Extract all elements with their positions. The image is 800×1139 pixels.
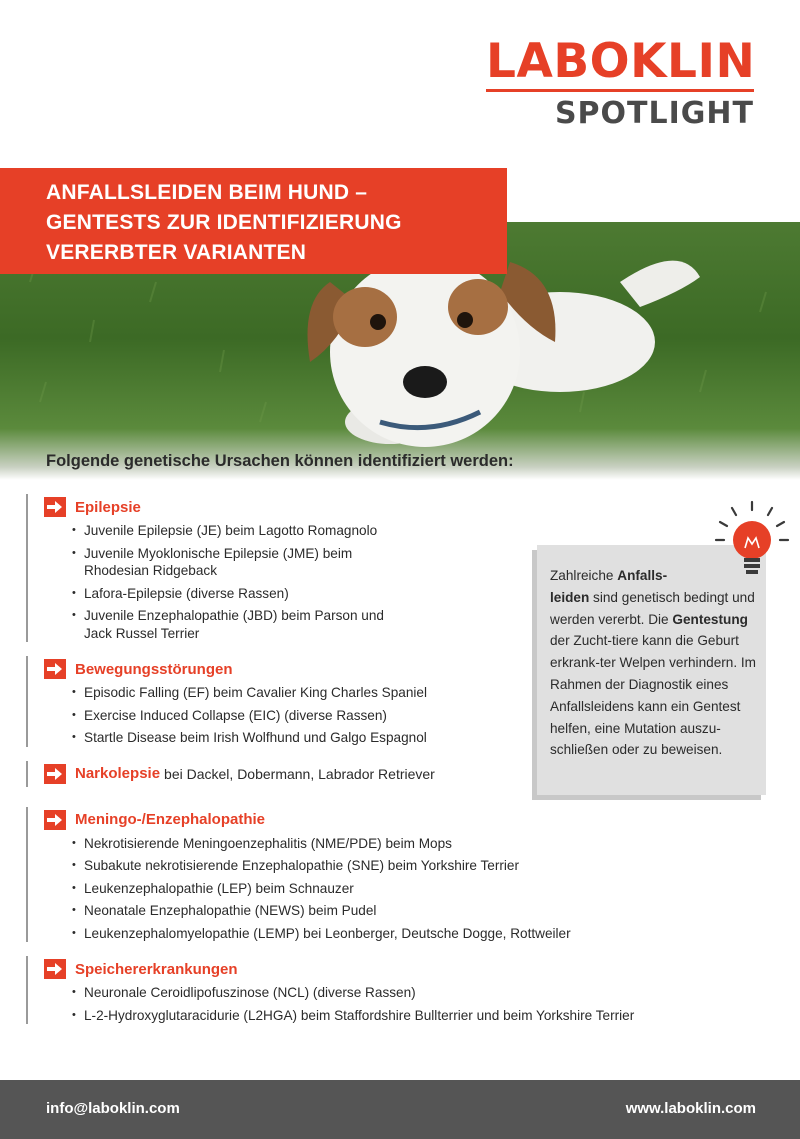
list-item: • Leukenzephalopathie (LEP) beim Schnauzer xyxy=(72,880,746,898)
list-item: • L-2-Hydroxyglutaracidurie (L2HGA) beim Staffordshire Bullterrier und beim Yorkshire Terrier xyxy=(72,1007,746,1025)
title-box xyxy=(0,168,507,274)
arrow-right-icon xyxy=(44,659,66,679)
list-item: • Juvenile Myoklonische Epilepsie (JME) beim Rhodesian Ridgeback xyxy=(72,545,746,580)
list-item: • Leukenzephalomyelopathie (LEMP) bei Leonberger, Deutsche Dogge, Rottweiler xyxy=(72,925,746,943)
title-line-2: GENTESTS ZUR IDENTIFIZIERUNG xyxy=(46,211,402,234)
footer-website-link[interactable]: www.laboklin.com xyxy=(625,1100,756,1117)
arrow-right-icon xyxy=(44,810,66,830)
list-item: • Episodic Falling (EF) beim Cavalier King Charles Spaniel xyxy=(72,684,746,702)
section-title: Meningo-/Enzephalopathie xyxy=(75,811,265,828)
arrow-right-icon xyxy=(44,764,66,784)
section-meningo-enzephalopathie xyxy=(26,807,746,943)
footer xyxy=(0,1080,800,1139)
logo-subtitle: SPOTLIGHT xyxy=(554,96,754,131)
section-speichererkrankungen xyxy=(26,956,746,1024)
section-title: Bewegungsstörungen xyxy=(75,660,233,678)
section-title: Epilepsie xyxy=(75,498,141,516)
section-inline-text: bei Dackel, Dobermann, Labrador Retriever xyxy=(164,765,435,782)
footer-email-link[interactable]: info@laboklin.com xyxy=(46,1100,180,1117)
title-line-3: VERERBTER VARIANTEN xyxy=(46,241,307,264)
arrow-right-icon xyxy=(44,497,66,517)
list-item: • Exercise Induced Collapse (EIC) (diverse Rassen) xyxy=(72,707,746,725)
arrow-right-icon xyxy=(44,959,66,979)
section-title: Speichererkrankungen xyxy=(75,960,238,978)
list-item: • Lafora-Epilepsie (diverse Rassen) xyxy=(72,585,746,603)
subheading: Folgende genetische Ursachen können identifiziert werden: xyxy=(46,452,514,470)
list-item: • Startle Disease beim Irish Wolfhund und Galgo Espagnol xyxy=(72,729,746,747)
lightbulb-icon xyxy=(712,498,792,588)
list-item: • Neonatale Enzephalopathie (NEWS) beim Pudel xyxy=(72,902,746,920)
logo-wordmark: LABOKLIN xyxy=(486,34,756,89)
list-item: • Nekrotisierende Meningoenzephalitis (NME/PDE) beim Mops xyxy=(72,835,746,853)
laboklin-logo xyxy=(486,34,756,131)
list-item: • Juvenile Enzephalopathie (JBD) beim Parson und Jack Russel Terrier xyxy=(72,607,746,642)
logo-divider xyxy=(486,89,754,92)
info-text: Zahlreiche Anfalls- leiden sind genetisch bedingt und werden vererbt. Die Gentestung der Zucht-tiere kann die Geburt erkrank-ter Welpen verhindern. Im Rahmen der Diagnostik eines Anfallsleidens kann ein Gentest helfen, eine Mutation auszu-schließen oder zu beweisen. xyxy=(550,568,757,758)
section-title: Narkolepsie xyxy=(75,765,161,782)
title-line-1: ANFALLSLEIDEN BEIM HUND – xyxy=(46,181,368,204)
list-item: • Subakute nekrotisierende Enzephalopathie (SNE) beim Yorkshire Terrier xyxy=(72,857,746,875)
list-item: • Neuronale Ceroidlipofuszinose (NCL) (diverse Rassen) xyxy=(72,984,746,1002)
list-item: • Juvenile Epilepsie (JE) beim Lagotto Romagnolo xyxy=(72,522,746,540)
